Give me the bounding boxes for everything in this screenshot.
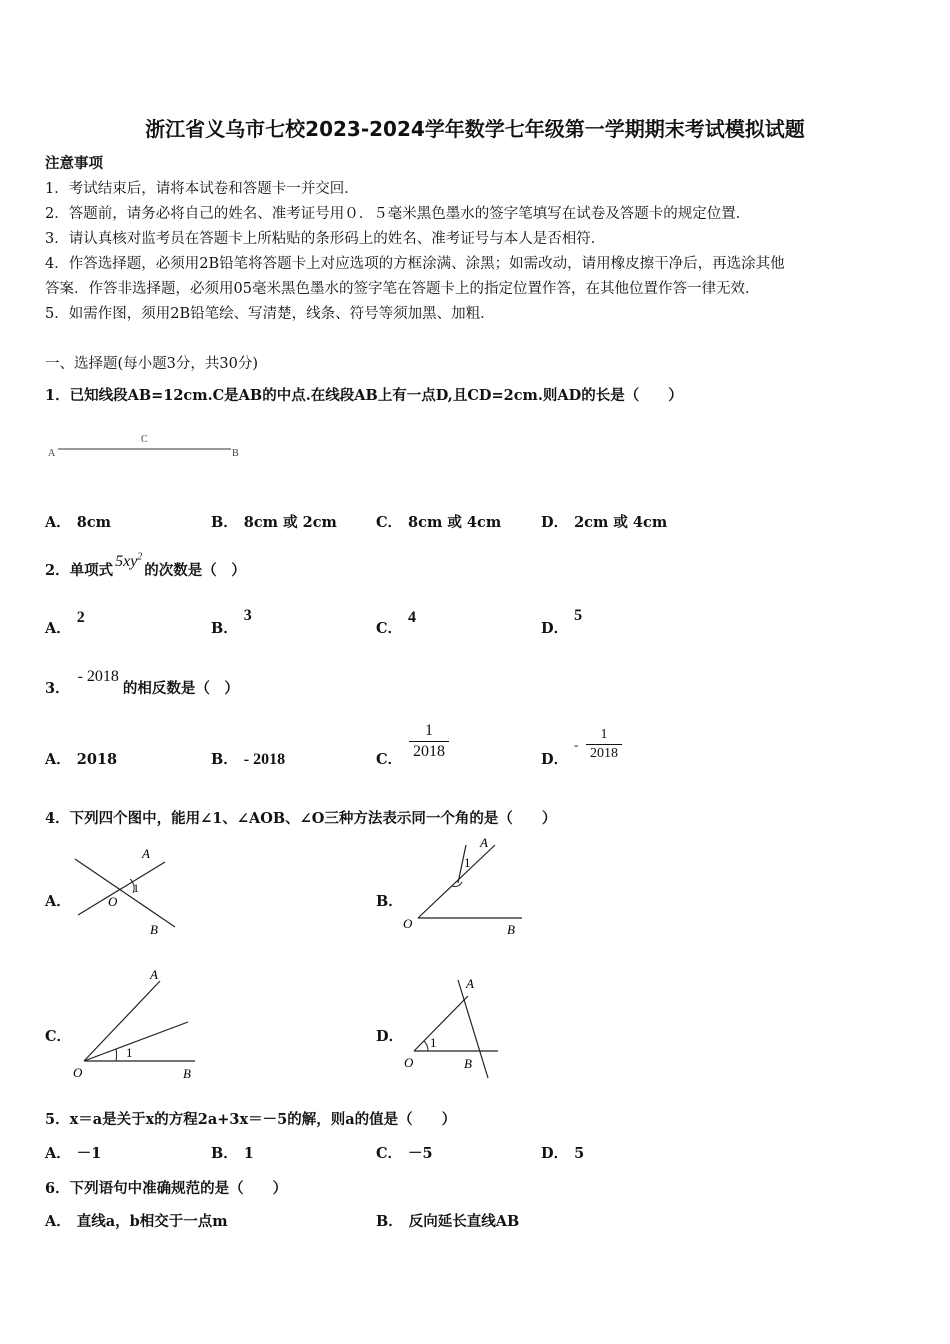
q5-option-c[interactable]: C． －5 [376, 1145, 433, 1162]
q4-option-a[interactable]: A． [45, 893, 71, 910]
point-label-a: A [142, 846, 150, 861]
q1-option-b[interactable]: B． 8cm 或 2cm [211, 514, 337, 531]
question-4: 4．下列四个图中，能用∠1、∠AOB、∠O三种方法表示同一个角的是（ ） [45, 810, 557, 827]
q1-option-a[interactable]: A． 8cm [45, 514, 112, 531]
q3-option-b[interactable]: B． - 2018 [211, 751, 286, 768]
line-ob [75, 859, 175, 927]
q3-option-c[interactable]: C． [376, 751, 403, 768]
point-label-o: O [73, 1065, 83, 1080]
notice-item: 3．请认真核对监考员在答题卡上所粘贴的条形码上的姓名、准考证号与本人是否相符． [45, 231, 606, 247]
q4-figure-d [400, 972, 510, 1084]
q6-option-b[interactable]: B． 反向延长直线AB [376, 1213, 520, 1230]
notice-item: 1．考试结束后，请将本试卷和答题卡一并交回． [45, 181, 359, 197]
notice-item: 5．如需作图，须用2B铅笔绘、写清楚，线条、符号等须加黑、加粗． [45, 306, 495, 322]
q4-option-b[interactable]: B． [376, 893, 403, 910]
point-label-b: B [464, 1056, 472, 1071]
q5-option-a[interactable]: A． －1 [45, 1145, 102, 1162]
point-label-a: A [466, 976, 474, 991]
transversal [458, 980, 488, 1078]
q3-option-d[interactable]: D． [541, 751, 569, 768]
q4-figure-a [70, 845, 190, 940]
angle-label-1: 1 [133, 881, 139, 895]
fraction-numerator: 1 [425, 722, 433, 739]
line-oa [414, 996, 468, 1051]
point-label-c: C [141, 434, 148, 445]
question-5: 5．x＝a是关于x的方程2a+3x＝－5的解，则a的值是（ ） [45, 1111, 457, 1128]
q1-option-c[interactable]: C． 8cm 或 4cm [376, 514, 502, 531]
point-label-a: A [480, 835, 488, 850]
fraction-denominator: 2018 [413, 743, 445, 760]
q3-option-d-sign: - [574, 737, 579, 752]
q5-option-d[interactable]: D． 5 [541, 1145, 585, 1162]
point-label-b: B [150, 922, 158, 937]
point-label-o: O [108, 894, 118, 909]
q3-option-a[interactable]: A． 2018 [45, 751, 118, 768]
line-mid [84, 1022, 188, 1061]
q2-option-b[interactable]: B．3 [211, 607, 252, 637]
point-label-a: A [150, 967, 158, 982]
fraction-numerator: 1 [600, 727, 608, 742]
point-label-a: A [48, 448, 56, 459]
angle-label-1: 1 [126, 1045, 133, 1060]
question-3: 3．- 2018的相反数是（ ） [45, 668, 239, 697]
q4-figure-b [400, 835, 530, 940]
fraction-denominator: 2018 [590, 746, 618, 761]
notice-item: 2．答题前，请务必将自己的姓名、准考证号用０．５毫米黑色墨水的签字笔填写在试卷及答题卡的规定位置． [45, 206, 751, 222]
point-label-o: O [403, 916, 413, 931]
angle-arc [116, 1049, 117, 1061]
angle-label-1: 1 [430, 1035, 437, 1050]
notice-item: 答案．作答非选择题，必须用05毫米黑色墨水的签字笔在答题卡上的指定位置作答，在其他位置作答一律无效． [45, 281, 760, 297]
question-2: 2．单项式$5xy^2$的次数是（ ） [45, 551, 246, 579]
q3-option-c-fraction [409, 722, 449, 761]
point-label-o: O [404, 1055, 414, 1070]
angle-label-1: 1 [464, 855, 471, 870]
line-oa [84, 981, 160, 1061]
notice-item: 4．作答选择题，必须用2B铅笔将答题卡上对应选项的方框涂满、涂黑；如需改动，请用橡皮擦干净后，再选涂其他 [45, 256, 785, 272]
point-label-b: B [507, 922, 515, 937]
q2-option-a[interactable]: A．2 [45, 609, 85, 637]
q6-option-a[interactable]: A． 直线a，b相交于一点m [45, 1213, 228, 1230]
q2-option-d[interactable]: D．5 [541, 607, 583, 637]
question-1: 1．已知线段AB=12cm.C是AB的中点.在线段AB上有一点D,且CD=2cm.则AD的长是（ ） [45, 387, 683, 404]
q4-option-c[interactable]: C． [45, 1028, 72, 1045]
notice-heading: 注意事项 [45, 155, 103, 172]
q3-option-d-fraction [586, 727, 622, 762]
q1-segment-figure [48, 430, 248, 460]
q2-option-c[interactable]: C．4 [376, 609, 417, 637]
angle-arc [424, 1041, 428, 1051]
section-heading: 一、选择题(每小题3分，共30分) [45, 356, 258, 372]
page-title: 浙江省义乌市七校2023-2024学年数学七年级第一学期期末考试模拟试题 [145, 117, 805, 141]
point-label-b: B [232, 448, 239, 459]
q5-option-b[interactable]: B． 1 [211, 1145, 254, 1162]
q4-figure-c [70, 965, 205, 1083]
question-6: 6．下列语句中准确规范的是（ ） [45, 1180, 288, 1197]
q1-option-d[interactable]: D． 2cm 或 4cm [541, 514, 668, 531]
point-label-b: B [183, 1066, 191, 1081]
q4-option-d[interactable]: D． [376, 1028, 404, 1045]
line-oa [418, 845, 495, 918]
